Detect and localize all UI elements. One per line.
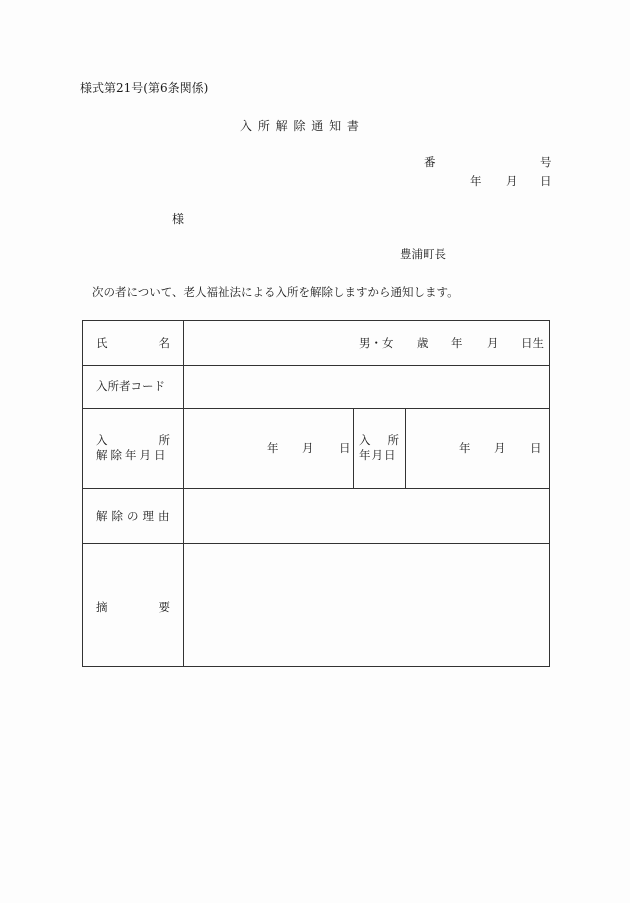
gender-options: 男・女: [359, 336, 394, 350]
cancel-day-label: 日: [339, 441, 351, 455]
go-label: 号: [540, 155, 552, 169]
date-year-label: 年: [470, 174, 482, 188]
label-char: 要: [158, 600, 170, 614]
form-number: 様式第21号(第6条関係): [80, 81, 209, 95]
cancel-date-label-bottom: 解除年月日: [96, 448, 169, 462]
birth-year-label: 年: [451, 336, 463, 350]
age-label: 歳: [417, 336, 429, 350]
admission-date-label-top: [359, 435, 399, 447]
admission-year-label: 年: [459, 441, 471, 455]
admission-month-label: 月: [494, 441, 506, 455]
document-title: 入 所 解 除 通 知 書: [240, 119, 360, 133]
recipient-honorific: 様: [172, 212, 185, 226]
sender-name: 豊浦町長: [400, 247, 446, 261]
name-label-char: 氏: [96, 336, 108, 350]
notice-table: [82, 320, 550, 667]
label-char: 入: [359, 433, 371, 447]
label-char: 所: [158, 433, 170, 447]
birth-day-label: 日生: [521, 336, 544, 350]
ban-label: 番: [424, 155, 436, 169]
cancel-month-label: 月: [302, 441, 314, 455]
cancel-date-label-top: [96, 435, 170, 447]
date-day-label: 日: [540, 174, 552, 188]
name-label-char: 名: [158, 336, 170, 350]
summary-label: [96, 602, 170, 614]
label-char: 所: [387, 433, 399, 447]
resident-code-label: 入所者コード: [96, 379, 165, 393]
resident-code-field[interactable]: [184, 366, 549, 407]
label-char: 摘: [96, 600, 108, 614]
admission-day-label: 日: [530, 441, 542, 455]
name-label: [96, 338, 170, 350]
summary-field[interactable]: [184, 544, 549, 666]
birth-month-label: 月: [487, 336, 499, 350]
reason-label: 解除の理由: [96, 509, 174, 523]
label-char: 入: [96, 433, 108, 447]
admission-date-field[interactable]: [406, 409, 549, 487]
reason-field[interactable]: [184, 489, 549, 542]
body-text: 次の者について、老人福祉法による入所を解除しますから通知します。: [92, 285, 459, 299]
date-column-divider: [353, 408, 354, 488]
admission-date-label-bottom: 年月日: [359, 448, 397, 462]
cancel-year-label: 年: [267, 441, 279, 455]
date-month-label: 月: [506, 174, 518, 188]
